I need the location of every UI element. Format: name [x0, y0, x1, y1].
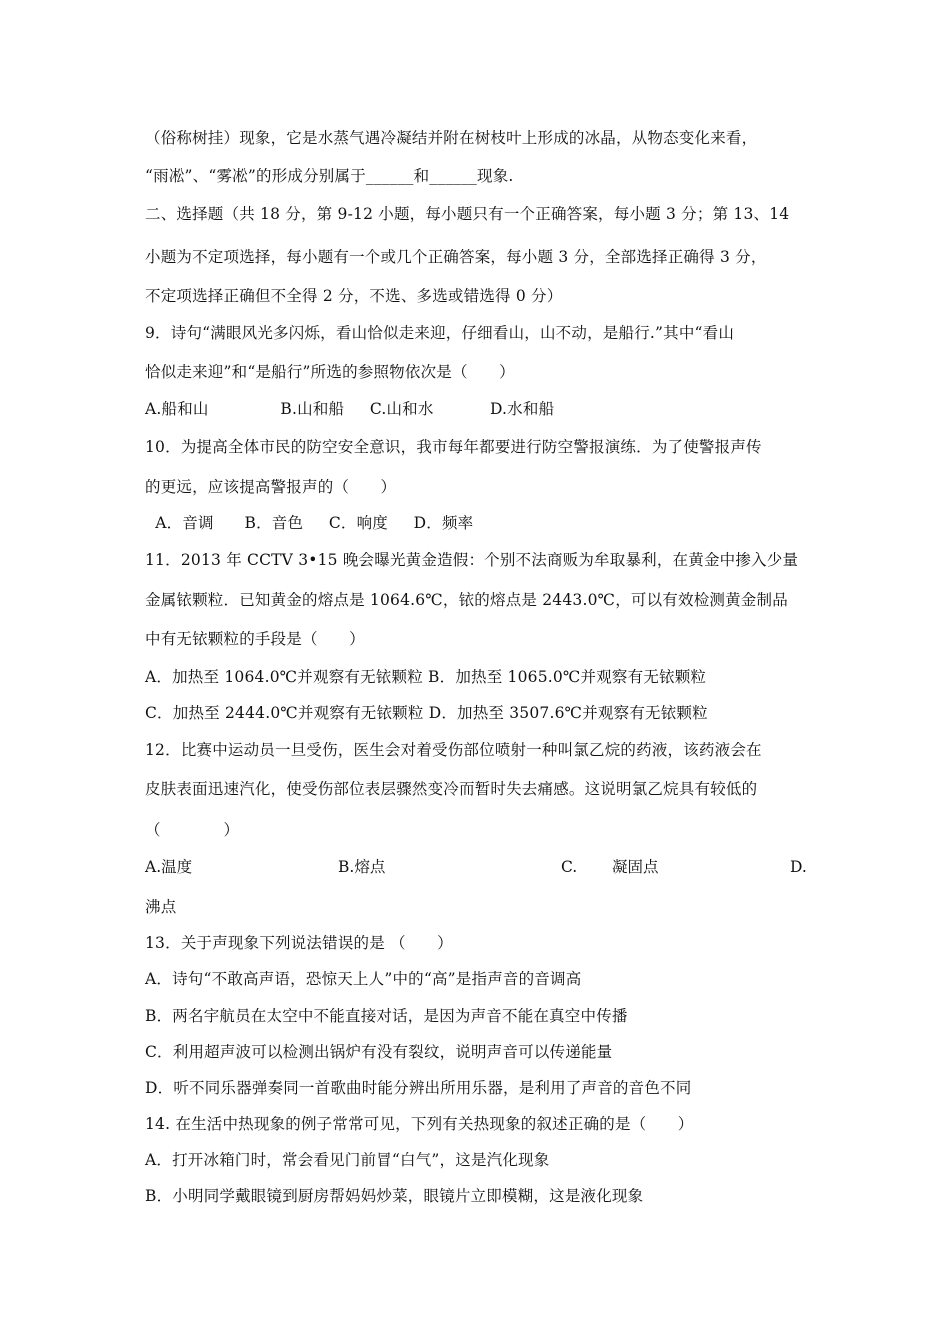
- text-line: 的更远，应该提高警报声的（ ）: [145, 478, 397, 496]
- question-14: 14. 在生活中热现象的例子常常可见，下列有关热现象的叙述正确的是（ ）: [145, 1115, 694, 1133]
- question-9: 9．诗句“满眼风光多闪烁，看山恰似走来迎，仔细看山，山不动，是船行.”其中“看山: [145, 324, 735, 342]
- option-d-text: 沸点: [145, 898, 177, 916]
- text-line: B．两名宇航员在太空中不能直接对话，是因为声音不能在真空中传播: [145, 1007, 628, 1025]
- option-b: B.熔点: [338, 858, 386, 876]
- text-line: “雨凇”、“雾凇”的形成分别属于______和______现象.: [145, 167, 514, 185]
- text-line: D．听不同乐器弹奏同一首歌曲时能分辨出所用乐器，是利用了声音的音色不同: [145, 1079, 692, 1097]
- text-line: C．利用超声波可以检测出锅炉有没有裂纹，说明声音可以传递能量: [145, 1043, 613, 1061]
- question-11-options-ab: A．加热至 1064.0℃并观察有无铱颗粒 B．加热至 1065.0℃并观察有无铱颗粒: [145, 668, 707, 686]
- question-11-options-cd: C．加热至 2444.0℃并观察有无铱颗粒 D．加热至 3507.6℃并观察有无铱颗粒: [145, 704, 708, 722]
- question-12: 12．比赛中运动员一旦受伤，医生会对着受伤部位喷射一种叫氯乙烷的药液，该药液会在: [145, 741, 762, 759]
- text-line: 中有无铱颗粒的手段是（ ）: [145, 630, 365, 648]
- text-line: 恰似走来迎”和“是船行”所选的参照物依次是（ ）: [145, 363, 515, 381]
- text-line: 皮肤表面迅速汽化，使受伤部位表层骤然变冷而暂时失去痛感。这说明氯乙烷具有较低的: [145, 780, 758, 798]
- question-9-options: A.船和山 B.山和船 C.山和水 D.水和船: [145, 400, 555, 418]
- option-d-letter: D.: [790, 858, 807, 876]
- question-10-options: A．音调 B．音色 C．响度 D．频率: [145, 514, 474, 532]
- text-line: 金属铱颗粒．已知黄金的熔点是 1064.6℃，铱的熔点是 2443.0℃，可以有效检测黄金制品: [145, 591, 788, 609]
- question-11: 11．2013 年 CCTV 3•15 晚会曝光黄金造假：个别不法商贩为牟取暴利，在黄金中掺入少量: [145, 551, 799, 569]
- answer-bracket: （ ）: [145, 821, 240, 839]
- question-13: 13．关于声现象下列说法错误的是 （ ）: [145, 934, 453, 952]
- text-line: （俗称树挂）现象，它是水蒸气遇冷凝结并附在树枝叶上形成的冰晶，从物态变化来看，: [145, 129, 758, 147]
- section-heading: 二、选择题（共 18 分，第 9-12 小题，每小题只有一个正确答案，每小题 3 分；第 13、14: [145, 205, 790, 223]
- text-line: A．打开冰箱门时，常会看见门前冒“白气”，这是汽化现象: [145, 1151, 550, 1169]
- text-line: 不定项选择正确但不全得 2 分，不选、多选或错选得 0 分）: [145, 287, 563, 305]
- option-c-text: 凝固点: [612, 858, 659, 876]
- text-line: B．小明同学戴眼镜到厨房帮妈妈炒菜，眼镜片立即模糊，这是液化现象: [145, 1187, 644, 1205]
- question-10: 10．为提高全体市民的防空安全意识，我市每年都要进行防空警报演练．为了使警报声传: [145, 438, 762, 456]
- text-line: 小题为不定项选择，每小题有一个或几个正确答案，每小题 3 分，全部选择正确得 3 分，: [145, 248, 767, 266]
- text-line: A．诗句“不敢高声语，恐惊天上人”中的“高”是指声音的音调高: [145, 970, 582, 988]
- option-c-letter: C.: [561, 858, 578, 876]
- option-a: A.温度: [145, 858, 193, 876]
